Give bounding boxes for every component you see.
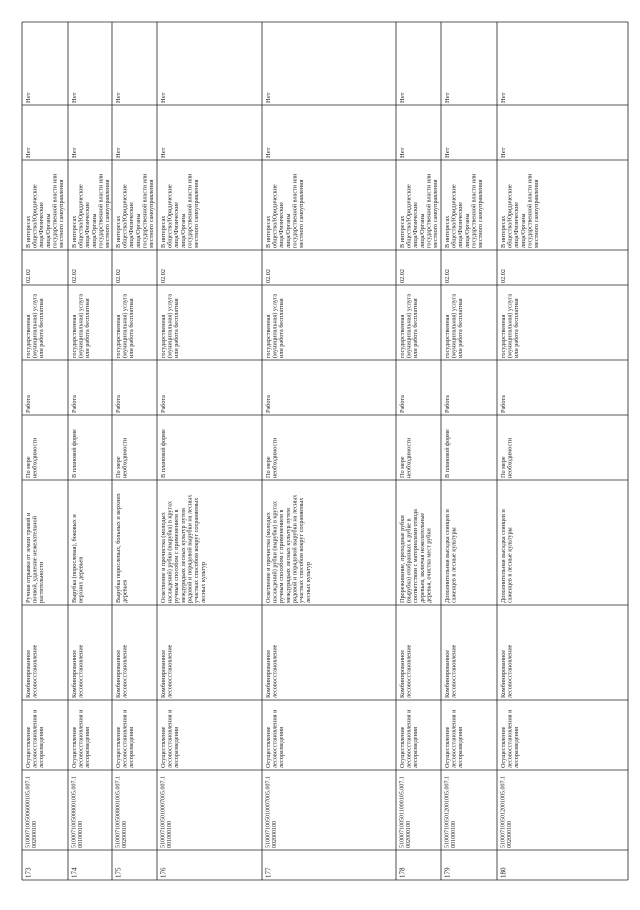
- cell-reg1: Нет: [500, 147, 508, 158]
- cell-service: Осуществлениелесовосстановления илесоразведения: [443, 709, 465, 768]
- cell-code2: 02.02: [24, 269, 32, 283]
- cell-service: Осуществлениелесовосстановления илесоразведения: [114, 709, 136, 768]
- cell-cls: Комбинированноелесовосстановление: [70, 644, 85, 698]
- cell-reg2: Нет: [71, 92, 79, 103]
- cell-service: Осуществлениелесовосстановления илесоразведения: [264, 709, 286, 768]
- cell-reg2: Нет: [115, 92, 123, 103]
- cell-code2: 02.02: [264, 269, 272, 283]
- cell-content: Вырубка (порослевая), боковых иверхних деревьев: [70, 514, 85, 603]
- cell-type: Работа: [159, 395, 167, 413]
- cell-num: 176: [159, 867, 168, 878]
- cell-service: Осуществлениелесовосстановления илесоразведения: [499, 709, 521, 768]
- cell-cls: Комбинированноелесовосстановление: [24, 644, 39, 698]
- cell-paid: государственная(муниципальная) услугаили работа бесплатная: [24, 293, 46, 358]
- cell-paid: государственная(муниципальная) услугаили работа бесплатная: [398, 293, 420, 358]
- cell-reg2: Нет: [160, 92, 168, 103]
- cell-paid: государственная(муниципальная) услугаили работа бесплатная: [114, 293, 136, 358]
- cell-type: Работа: [264, 395, 272, 413]
- cell-paid: государственная(муниципальная) услугаили работа бесплатная: [264, 293, 286, 358]
- cell-code: 5100071005012001005.007.1001000100: [444, 776, 458, 848]
- cell-type: Работа: [24, 395, 32, 413]
- cell-paid: государственная(муниципальная) услугаили работа бесплатная: [499, 293, 521, 358]
- cell-type: Работа: [443, 395, 451, 413]
- cell-code: 5100071005008001005.007.1002000100: [115, 776, 129, 848]
- cell-reg2: Нет: [265, 92, 273, 103]
- cell-consumers: В интересахобщества/Юридическиелица/Физическиелица/Органыгосударственной власти илиместного самоуправления: [24, 173, 66, 248]
- cell-paid: государственная(муниципальная) услугаили работа бесплатная: [70, 293, 92, 358]
- cell-cls: Комбинированноелесовосстановление: [159, 644, 174, 698]
- cell-content: Осветление и прочистка (молодыхнасаждений) рубки (вырубка) в кругахручным способом с применением вмеждурядьях лесных культур путемрядовой и порядовой вырубки на лесныхучастках способом вокруг сохраняемыхлесных культур: [159, 494, 207, 603]
- cell-cls: Комбинированноелесовосстановление: [114, 644, 129, 698]
- cell-num: 180: [499, 867, 508, 878]
- cell-reg2: Нет: [25, 92, 33, 103]
- cell-reg1: Нет: [160, 147, 168, 158]
- cell-type: Работа: [499, 395, 507, 413]
- cell-code2: 02.02: [114, 269, 122, 283]
- cell-cls: Комбинированноелесовосстановление: [398, 644, 413, 698]
- cell-reg2: Нет: [399, 92, 407, 103]
- cell-paid: государственная(муниципальная) услугаили работа бесплатная: [159, 293, 181, 358]
- cell-cls: Комбинированноелесовосстановление: [264, 644, 279, 698]
- cell-code: 5100071005010007005.007.1002000100: [265, 776, 279, 848]
- cell-form: По меренеобходимости: [398, 437, 413, 478]
- cell-reg1: Нет: [265, 147, 273, 158]
- cell-code: 5100071005008001005.007.1001000100: [71, 776, 85, 848]
- cell-reg1: Нет: [399, 147, 407, 158]
- cell-reg1: Нет: [25, 147, 33, 158]
- cell-num: 173: [24, 867, 33, 878]
- cell-code2: 02.02: [159, 269, 167, 283]
- cell-reg1: Нет: [444, 147, 452, 158]
- cell-content: Вырубка порослевых, больных и верхнихдеревьев: [114, 493, 129, 603]
- cell-cls: Комбинированноелесовосстановление: [443, 644, 458, 698]
- cell-paid: государственная(муниципальная) услугаили работа бесплатная: [443, 293, 465, 358]
- cell-code: 5100071005006000105.007.1002000100: [25, 776, 39, 848]
- cell-form: По меренеобходимости: [114, 437, 129, 478]
- cell-code2: 02.02: [398, 269, 406, 283]
- cell-type: Работа: [70, 395, 78, 413]
- cell-form: По меренеобходимости: [264, 437, 279, 478]
- cell-num: 178: [398, 867, 407, 878]
- cell-reg2: Нет: [500, 92, 508, 103]
- cell-reg1: Нет: [115, 147, 123, 158]
- cell-code: 5100071005012001005.007.1002000100: [500, 776, 514, 848]
- cell-num: 179: [443, 867, 452, 878]
- cell-form: В плановой форме: [70, 429, 78, 478]
- cell-service: Осуществлениелесовосстановления илесоразведения: [159, 709, 181, 768]
- cell-form: По меренеобходимости: [24, 437, 39, 478]
- cell-code2: 02.02: [70, 269, 78, 283]
- cell-consumers: В интересахобщества/Юридическиелица/Физическиелица/Органыгосударственной власти илиместного самоуправления: [114, 173, 156, 248]
- cell-content: Ручная отрывка от земли травой ипочвой, удаление нежелательнойрастительности: [24, 512, 46, 603]
- cell-code: 5100071005011000105.007.1002000100: [399, 776, 413, 848]
- cell-service: Осуществлениелесовосстановления илесоразведения: [398, 709, 420, 768]
- cell-code2: 02.02: [443, 269, 451, 283]
- cell-form: В плановой форме: [159, 429, 167, 478]
- cell-consumers: В интересахобщества/Юридическиелица/Физическиелица/Органыгосударственной власти илиместного самоуправления: [443, 173, 485, 248]
- cell-type: Работа: [398, 395, 406, 413]
- cell-type: Работа: [114, 395, 122, 413]
- cell-reg2: Нет: [444, 92, 452, 103]
- cell-content: Дополнительная высадка сеянцев исаженцев в лесные культуры: [499, 509, 514, 603]
- cell-content: Дополнительная высадка сеянцев исаженцев в лесные культуры: [443, 509, 458, 603]
- cell-num: 177: [264, 867, 273, 878]
- cell-consumers: В интересахобщества/Юридическиелица/Физическиелица/Органыгосударственной власти илиместного самоуправления: [264, 173, 306, 248]
- cell-cls: Комбинированноелесовосстановление: [499, 644, 514, 698]
- cell-code: 5100071005010007005.007.1001000100: [160, 776, 174, 848]
- cell-code2: 02.02: [499, 269, 507, 283]
- cell-consumers: В интересахобщества/Юридическиелица/Физическиелица/Органыгосударственной власти илиместного самоуправления: [159, 173, 201, 248]
- cell-consumers: В интересахобщества/Юридическиелица/Физическиелица/Органыгосударственной власти илиместного самоуправления: [398, 173, 440, 248]
- cell-consumers: В интересахобщества/Юридическиелица/Физическиелица/Органыгосударственной власти илиместного самоуправления: [499, 173, 541, 248]
- cell-consumers: В интересахобщества/Юридическиелица/Физическиелица/Органыгосударственной власти илиместного самоуправления: [70, 173, 112, 248]
- cell-content: Прореживание, проходные рубки(вырубка) отобранных к рубке всоответствии с материалами отводадеревьев, включая нежелательныедеревья, очистка мест рубки: [398, 509, 433, 603]
- cell-num: 174: [70, 867, 79, 878]
- cell-service: Осуществлениелесовосстановления илесоразведения: [70, 709, 92, 768]
- cell-form: По меренеобходимости: [499, 437, 514, 478]
- cell-content: Осветление и прочистка (молодыхнасаждений) рубки (вырубка) в кругахручным способом с применением вмеждурядьях лесных культур путемрядовой и порядовой вырубки на лесныхучастках способом вокруг сохраняемыхлесных культур: [264, 494, 312, 603]
- cell-form: В плановой форме: [443, 429, 451, 478]
- cell-num: 175: [114, 867, 123, 878]
- cell-reg1: Нет: [71, 147, 79, 158]
- cell-service: Осуществлениелесовосстановления илесоразведения: [24, 709, 46, 768]
